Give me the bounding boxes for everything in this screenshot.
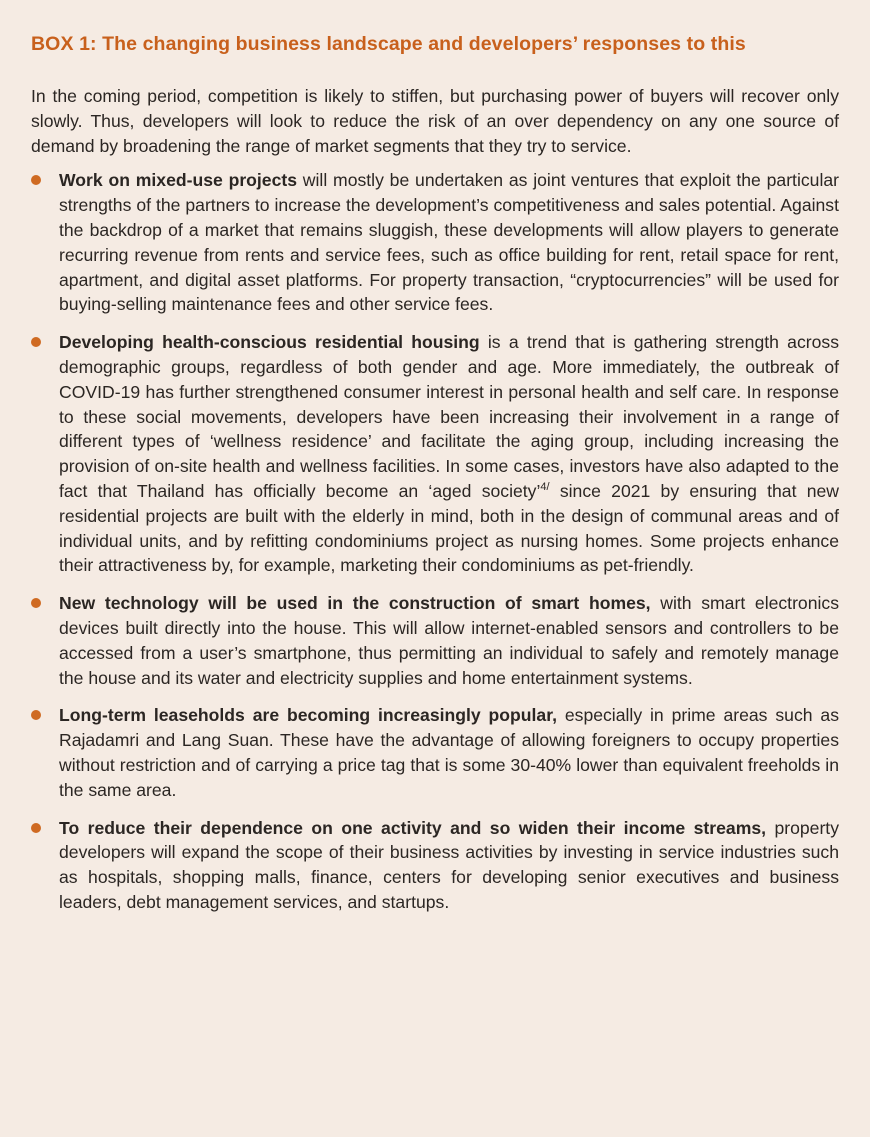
bullet-item-smart-homes (31, 591, 839, 690)
bullet-lead: Developing health-conscious residential housing (59, 332, 480, 353)
bullet-item-health-housing (31, 330, 839, 578)
bullet-dot-icon (31, 710, 41, 720)
bullet-dot-icon (31, 337, 41, 347)
bullet-list (31, 168, 839, 914)
bullet-text: will mostly be undertaken as joint ventures that exploit the particular strengths of the partners to increase the development’s competitiveness and sales potential. Against the backdrop of a market that remains sluggish, these developments will allow players to generate recurring revenue from rents and service fees, such as office building for rent, retail space for rent, apartment, and digital asset platforms. For property transaction, “cryptocurrencies” will be used for buying-selling maintenance fees and other service fees. (59, 170, 839, 315)
bullet-lead: To reduce their dependence on one activity and so widen their income streams, (59, 817, 767, 838)
bullet-item-leaseholds (31, 703, 839, 802)
bullet-lead: New technology will be used in the construction of smart homes, (59, 593, 651, 614)
bullet-text: is a trend that is gathering strength across demographic groups, regardless of both gender and age. More immediately, the outbreak of COVID-19 has further strengthened consumer interest in personal health and self care. In response to these social movements, developers have been increasing their involvement in a range of different types of ‘wellness residence’ and facilitate the aging group, including increasing the provision of on-site health and wellness facilities. In some cases, investors have also adapted to the fact that Thailand has officially become an ‘aged society’ (59, 332, 839, 501)
bullet-text: especially in prime areas such as Rajadamri and Lang Suan. These have the advantage of allowing foreigners to occupy properties without restriction and of carrying a price tag that is some 30-40% lower than equivalent freeholds in the same area. (59, 705, 839, 800)
bullet-dot-icon (31, 598, 41, 608)
bullet-text: property developers will expand the scope of their business activities by investing in service industries such as hospitals, shopping malls, finance, centers for developing senior executives and business leaders, debt management services, and startups. (59, 817, 839, 912)
bullet-lead: Long-term leaseholds are becoming increasingly popular, (59, 705, 557, 726)
bullet-dot-icon (31, 175, 41, 185)
bullet-item-income-streams (31, 816, 839, 915)
intro-paragraph: In the coming period, competition is likely to stiffen, but purchasing power of buyers will recover only slowly. Thus, developers will look to reduce the risk of an over dependency on any one source of demand by broadening the range of market segments that they try to service. (31, 86, 839, 156)
bullet-item-mixed-use (31, 168, 839, 317)
footnote-marker: 4/ (540, 481, 550, 494)
bullet-text: with smart electronics devices built directly into the house. This will allow internet-enabled sensors and controllers to be accessed from a user’s smartphone, thus permitting an individual to safely and remotely manage the house and its water and electricity supplies and home entertainment systems. (59, 593, 840, 688)
bullet-dot-icon (31, 823, 41, 833)
box-title: BOX 1: The changing business landscape and developers’ responses to this (31, 33, 746, 55)
bullet-text-continued: since 2021 by ensuring that new residential projects are built with the elderly in mind, both in the design of communal areas and of individual units, and by refitting condominiums project as nursing homes. Some projects enhance their attractiveness by, for example, marketing their condominiums as pet-friendly. (59, 480, 839, 576)
bullet-lead: Work on mixed-use projects (59, 170, 298, 191)
